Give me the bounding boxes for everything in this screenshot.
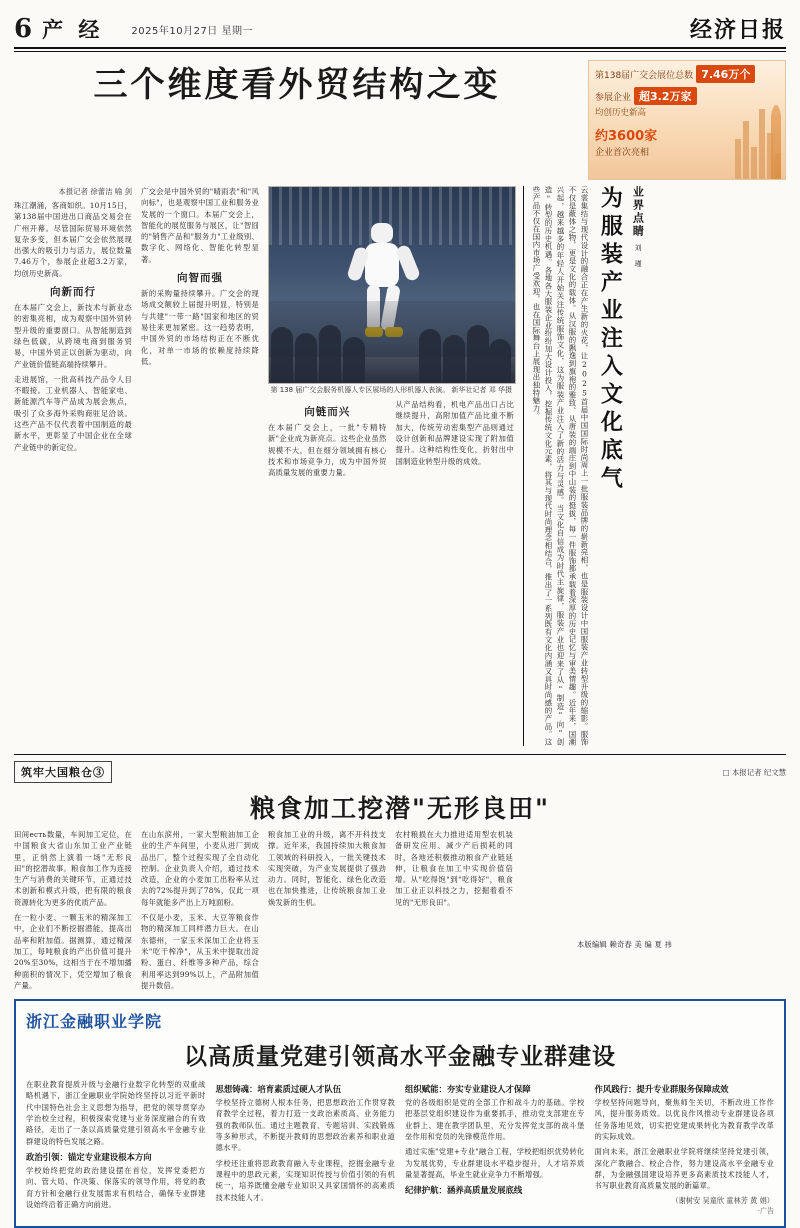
feature-body: 云裳集结与现代设计的融合正在产生新的火花，让2025首届中国国际时尚周上一批服装品牌的崭新亮相，也是服装设计中国服装产业转型升级的缩影。服饰不仅是蔽体之物，更是文化的载体。从汉服的飘逸到旗袍的雅致、从唐装的端庄到中山装的挺拔，每一件服饰都承载着深厚的历史记忆与审美情趣。近年来，国潮兴起，越来越多的年轻人开始关注传统服饰文化，这为服装产业注入了新的活力与灵感。当文化自信成为时代主旋律，服装产业也迎来了从"制造"向"创造"转型的历史机遇。各地各大服装企业纷纷加大设计投入，挖掘传统文化元素，将其与现代时尚理念相结合，推出了一系列既有文化内涵又具时尚感的产品。这些产品不仅在国内市场广受欢迎，也在国际舞台上展现出独特魅力。 bbox=[531, 186, 589, 746]
lead-headline: 三个维度看外贸结构之变 bbox=[93, 65, 501, 105]
fair-stat-1-value: 7.46万个 bbox=[696, 65, 755, 83]
newspaper-logo: 经济日报 bbox=[689, 17, 786, 43]
feature-tag: 业界点睛 bbox=[631, 186, 645, 238]
lead-photo bbox=[268, 186, 516, 384]
article-para-2: 在本届广交会上，新技术与新业态的密集亮相，成为观察中国外贸转型升级的重要窗口。从智能制造到绿色低碳，从跨境电商到服务贸易，中国外贸正以创新为驱动，向产业链价值链高端持续攀升。 bbox=[14, 303, 132, 369]
advertisement bbox=[14, 999, 786, 1227]
ad-subhead-4: 纪律护航：涵养高质量发展底线 bbox=[405, 1185, 523, 1196]
article-para-4: 广交会是中国外贸的"晴雨表"和"风向标"，也是观察中国工业和服务业发展的一个窗口。本届广交会上，智能化的展览服务与展区，让"智囧的"销售产品和"服务力"工业级别、数字化、网络化、智能化转型显著。 bbox=[141, 187, 259, 264]
grain-para-1: 田间есть数量，车间加工定位，在中国粮食大省山东加工业产业链里，正悄然上演着一场"无形良田"的挖潜故事。粮食加工作为连接生产与消费的关键环节，正通过技术创新和模式升级，把有限的粮食资源转化为更多的优质产品。 bbox=[14, 830, 132, 907]
article-column-2 bbox=[141, 186, 259, 746]
feature-author: 刘 瑾 bbox=[634, 244, 643, 268]
article-subhead-2: 向智而强 bbox=[177, 272, 223, 285]
grain-byline: □ 本报记者 纪文慧 bbox=[722, 767, 786, 777]
article-para-5: 新的采购量持续攀升。广交会的现场成交额较上届提升明显，特别是与共建"一带一路"国家和地区的贸易往来更加紧密。这一趋势表明，中国外贸的市场结构正在不断优化，对单一市场的依赖度持续降低。 bbox=[141, 289, 259, 366]
ad-subhead-1: 政治引领：锚定专业建设根本方向 bbox=[26, 1151, 152, 1162]
grain-headline: 粮食加工挖潜"无形良田" bbox=[249, 794, 551, 823]
grain-para-3: 在山东滨州，一家大型粮油加工企业的生产车间里，小麦从进厂到成品出厂，整个过程实现了全自动化控制。企业负责人介绍，通过技术改造，企业的小麦加工出粉率从过去的72%提升到了78%，仅此一项每年就能多产出上万吨面粉。 bbox=[141, 830, 259, 907]
ad-marker: ·广告 bbox=[757, 1206, 774, 1215]
fair-stat-2-value: 超3.2万家 bbox=[634, 87, 697, 105]
lead-article-body bbox=[14, 186, 786, 746]
article-para-3: 走进展馆，一批高科技产品令人目不暇接。工业机器人、智能家电、新能源汽车等产品成为展会焦点，吸引了众多海外采购商驻足洽谈。这些产品不仅代表着中国制造的最新水平，更彰显了中国企业在全球产业链中的新定位。 bbox=[14, 374, 132, 452]
grain-column-4 bbox=[395, 829, 513, 991]
fair-note: 均创历史新高 bbox=[595, 108, 647, 118]
article-para-6: 在本届广交会上，一批"专精特新"企业成为新亮点。这些企业虽然规模不大，但在细分领域拥有核心技术和市场竞争力，成为中国外贸高质量发展的重要力量。 bbox=[268, 423, 387, 478]
ad-column-2 bbox=[216, 1079, 396, 1215]
grain-column-1 bbox=[14, 829, 132, 991]
grain-article bbox=[14, 754, 786, 991]
page-credits-column bbox=[522, 829, 672, 991]
grain-kicker: 筑牢大国粮仓③ bbox=[14, 761, 112, 783]
ad-column-1 bbox=[26, 1079, 206, 1215]
fair-stat-3-value: 约3600家 bbox=[595, 129, 658, 144]
ad-subhead-2: 思想铸魂：培育素质过硬人才队伍 bbox=[215, 1084, 342, 1095]
ad-column-3 bbox=[405, 1079, 585, 1215]
ad-para-4: 学校还注重将思政教育融入专业课程，挖掘金融专业课程中的思政元素，实现知识传授与价值引领的有机统一，培养既懂金融专业知识又具家国情怀的高素质技术技能人才。 bbox=[215, 1158, 395, 1202]
ad-organization: 浙江金融职业学院 bbox=[26, 1012, 163, 1032]
ad-subhead-5: 作风践行：提升专业群服务保障成效 bbox=[594, 1084, 729, 1095]
article-para-7: 从产品结构看，机电产品出口占比继续提升，高附加值产品比重不断加大，传统劳动密集型产品则通过设计创新和品牌建设实现了附加值提升。这种结构性变化，折射出中国制造业转型升级的成效。 bbox=[395, 400, 514, 466]
audience-crowd bbox=[269, 301, 515, 383]
ad-para-7: 学校坚持问题导向，聚焦师生关切，不断改进工作作风，提升服务质效。以优良作风推动专业群建设各项任务落地见效，切实把党建成果转化为教育教学改革的实际成效。 bbox=[594, 1098, 774, 1142]
page-number: 6 bbox=[14, 14, 33, 44]
article-photo-column bbox=[268, 186, 514, 746]
ad-para-2: 学校始终把党的政治建设摆在首位，发挥党委把方向、管大局、作决策、保落实的领导作用，将党的教育方针和金融行业发展需求有机结合，确保专业群建设始终沿着正确方向前进。 bbox=[26, 1165, 206, 1209]
ad-para-6: 通过实施"党建+专业"融合工程，学校把组织优势转化为发展优势，专业群建设水平稳步提升，人才培养质量显著提高，毕业生就业竞争力不断增强。 bbox=[405, 1147, 585, 1179]
page-credits: 本版编辑 赖奇春 美 编 夏 祎 bbox=[576, 940, 672, 949]
ad-para-8: 面向未来，浙江金融职业学院将继续坚持党建引领，深化产教融合、校企合作，努力建设高水平金融专业群，为金融强国建设培养更多高素质技术技能人才，书写职业教育高质量发展的新篇章。 bbox=[594, 1147, 774, 1191]
article-para-1: 珠江潮涌，客商如织。10月15日，第138届中国进出口商品交易会在广州开幕。尽管国际贸易环境依然复杂多变，但本届广交会依然展现出强大的吸引力与活力，展位数量7.46万个，参展企业超3.2万家，均创历史新高。 bbox=[14, 201, 132, 278]
publication-date: 2025年10月27日 星期一 bbox=[131, 25, 253, 37]
grain-para-6: 农村粮损在大力推进适用型农机装备研发应用、减少产后损耗的同时，各地还积极推动粮食产业链延伸，让粮食在加工中实现价值倍增。从"吃得饱"到"吃得好"，粮食加工业正以科技之力，挖掘着看不见的"无形良田"。 bbox=[395, 830, 513, 907]
grain-para-4: 不仅是小麦，玉米、大豆等粮食作物的精深加工同样潜力巨大。在山东德州，一家玉米深加工企业将玉米"吃干榨净"，从玉米中提取出淀粉、蛋白、纤维等多种产品，综合利用率达到99%以上，产品附加值提升数倍。 bbox=[141, 913, 259, 990]
section-name: 产 经 bbox=[42, 17, 104, 42]
masthead-rule-thin bbox=[14, 51, 786, 52]
photo-caption: 第 138 届广交会服务机器人专区展场的人形机器人表演。 新华社记者 邓 华摄 bbox=[270, 386, 512, 394]
ad-para-3: 学校坚持立德树人根本任务，把思想政治工作贯穿教育教学全过程，着力打造一支政治素质高、业务能力强的教师队伍。通过主题教育、专题培训、实践锻炼等多种形式，不断提升教师的思想政治素养和职业道德水平。 bbox=[215, 1098, 395, 1153]
lead-header bbox=[14, 60, 786, 180]
ad-credits: （谢树安 吴童欣 童林芳 黄 娟） bbox=[671, 1195, 774, 1205]
article-subhead-3: 向链而兴 bbox=[304, 406, 351, 419]
article-column-1 bbox=[14, 186, 132, 746]
ad-para-1: 在职业教育提质升级与金融行业数字化转型的双重战略机遇下，浙江金融职业学院始终坚持以习近平新时代中国特色社会主义思想为指导，把党的领导贯穿办学治校全过程，积极探索党建与业务深度融合的有效路径，走出了一条以高质量党建引领高水平金融专业群建设的特色发展之路。 bbox=[26, 1080, 206, 1146]
grain-column-2 bbox=[141, 829, 259, 991]
fair-stat-2-label: 参展企业 bbox=[595, 92, 632, 103]
grain-para-5: 粮食加工业的升级，离不开科技支撑。近年来，我国持续加大粮食加工领域的科研投入，一批关键技术实现突破，为产业发展提供了强劲动力。同时，智能化、绿色化改造也在加快推进，让传统粮食加工业焕发新的生机。 bbox=[268, 830, 386, 907]
ad-column-4 bbox=[595, 1079, 775, 1215]
feature-column bbox=[523, 186, 680, 746]
canton-fair-infobox bbox=[588, 60, 786, 180]
article-subhead-1: 向新而行 bbox=[50, 286, 96, 299]
grain-column-3 bbox=[268, 829, 386, 991]
fair-stat-2 bbox=[589, 83, 785, 105]
grain-para-2: 在一粒小麦、一颗玉米的精深加工中，企业们不断挖掘潜能，提高出品率和附加值。据测算，通过精深加工，每吨粮食的产出价值可提升20%至30%，这相当于在不增加播种面积的情况下，凭空增加了粮食产量。 bbox=[14, 913, 132, 990]
fair-stat-1 bbox=[589, 61, 785, 83]
ad-subhead-3: 组织赋能：夯实专业建设人才保障 bbox=[405, 1084, 531, 1095]
fair-stat-3-label: 企业首次亮相 bbox=[595, 148, 650, 158]
ad-headline: 以高质量党建引领高水平金融专业群建设 bbox=[184, 1043, 616, 1071]
ad-para-5: 党的各级组织是党的全部工作和战斗力的基础。学校把基层党组织建设作为重要抓手，推动党支部建在专业群上、建在教学团队里，充分发挥党支部的战斗堡垒作用和党员的先锋模范作用。 bbox=[405, 1098, 585, 1142]
article-byline: 本报记者 徐蕾洁 喻 剑 bbox=[58, 187, 132, 196]
masthead bbox=[14, 10, 786, 44]
feature-title: 为服装产业注入文化底气 bbox=[597, 186, 624, 494]
fair-stat-1-label: 第138届广交会展位总数 bbox=[595, 70, 694, 81]
masthead-rule bbox=[14, 47, 786, 49]
